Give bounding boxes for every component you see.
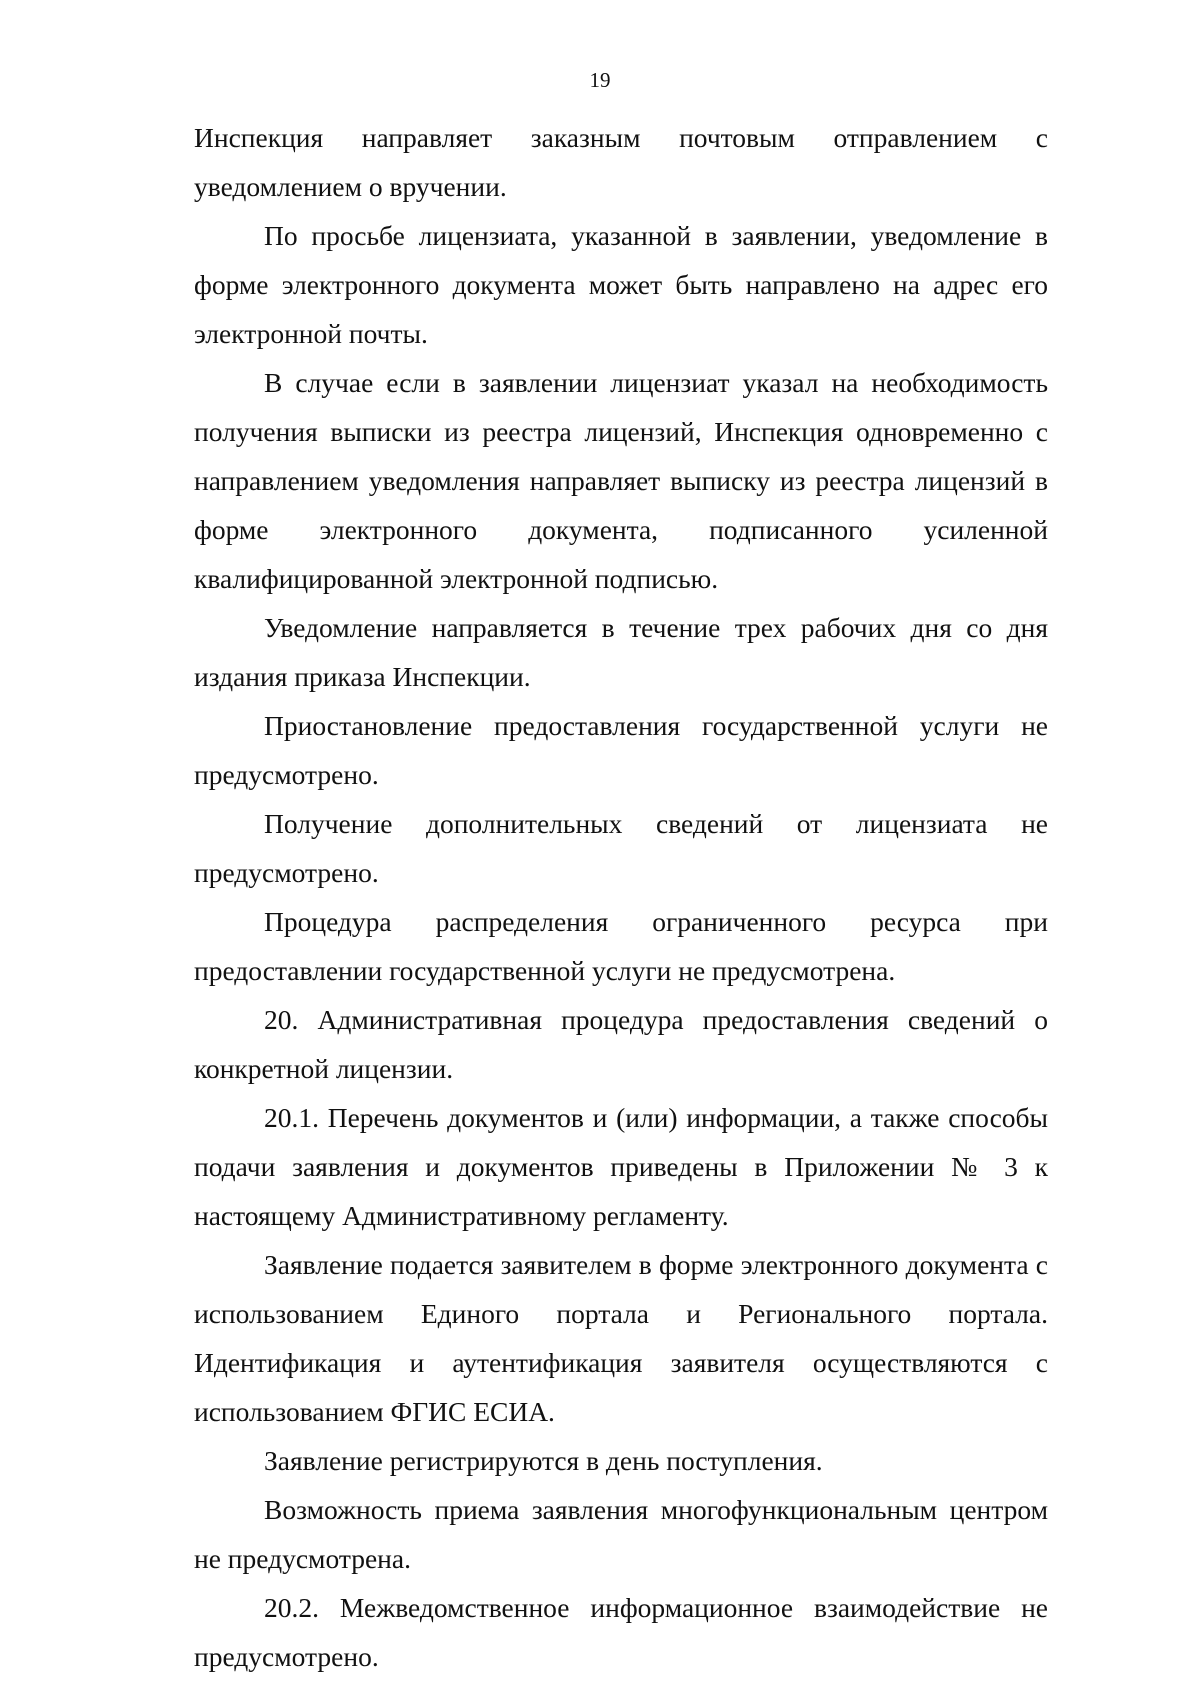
section-heading-20: 20. Административная процедура предоставления сведений о конкретной лицензии. bbox=[194, 1004, 1048, 1084]
paragraph-additional-info: Получение дополнительных сведений от лицензиата не предусмотрено. bbox=[194, 808, 1048, 888]
paragraph-notification-method: Инспекция направляет заказным почтовым отправлением с уведомлением о вручении. bbox=[194, 122, 1048, 202]
paragraph-application-submission: Заявление подается заявителем в форме электронного документа с использованием Единого портала и Регионального портала. Идентификация и аутентификация заявителя осуществляются с использованием ФГИС ЕСИА. bbox=[194, 1249, 1048, 1427]
paragraph-registration: Заявление регистрируются в день поступления. bbox=[264, 1445, 823, 1476]
document-body bbox=[194, 113, 1048, 1681]
paragraph-suspension: Приостановление предоставления государственной услуги не предусмотрено. bbox=[194, 710, 1048, 790]
paragraph-electronic-notification: По просьбе лицензиата, указанной в заявлении, уведомление в форме электронного документа может быть направлено на адрес его электронной почты. bbox=[194, 220, 1048, 349]
paragraph-registry-extract: В случае если в заявлении лицензиат указал на необходимость получения выписки из реестра лицензий, Инспекция одновременно с направлением уведомления направляет выписку из реестра лицензий в форме электронного документа, подписанного усиленной квалифицированной электронной подписью. bbox=[194, 367, 1048, 594]
paragraph-notification-deadline: Уведомление направляется в течение трех рабочих дня со дня издания приказа Инспекции. bbox=[194, 612, 1048, 692]
section-20-2: 20.2. Межведомственное информационное взаимодействие не предусмотрено. bbox=[194, 1592, 1048, 1672]
page-number: 19 bbox=[589, 68, 611, 92]
paragraph-mfc: Возможность приема заявления многофункциональным центром не предусмотрена. bbox=[194, 1494, 1048, 1574]
paragraph-resource-distribution: Процедура распределения ограниченного ресурса при предоставлении государственной услуги не предусмотрена. bbox=[194, 906, 1048, 986]
section-20-1: 20.1. Перечень документов и (или) информации, а также способы подачи заявления и документов приведены в Приложении № 3 к настоящему Административному регламенту. bbox=[194, 1102, 1048, 1231]
